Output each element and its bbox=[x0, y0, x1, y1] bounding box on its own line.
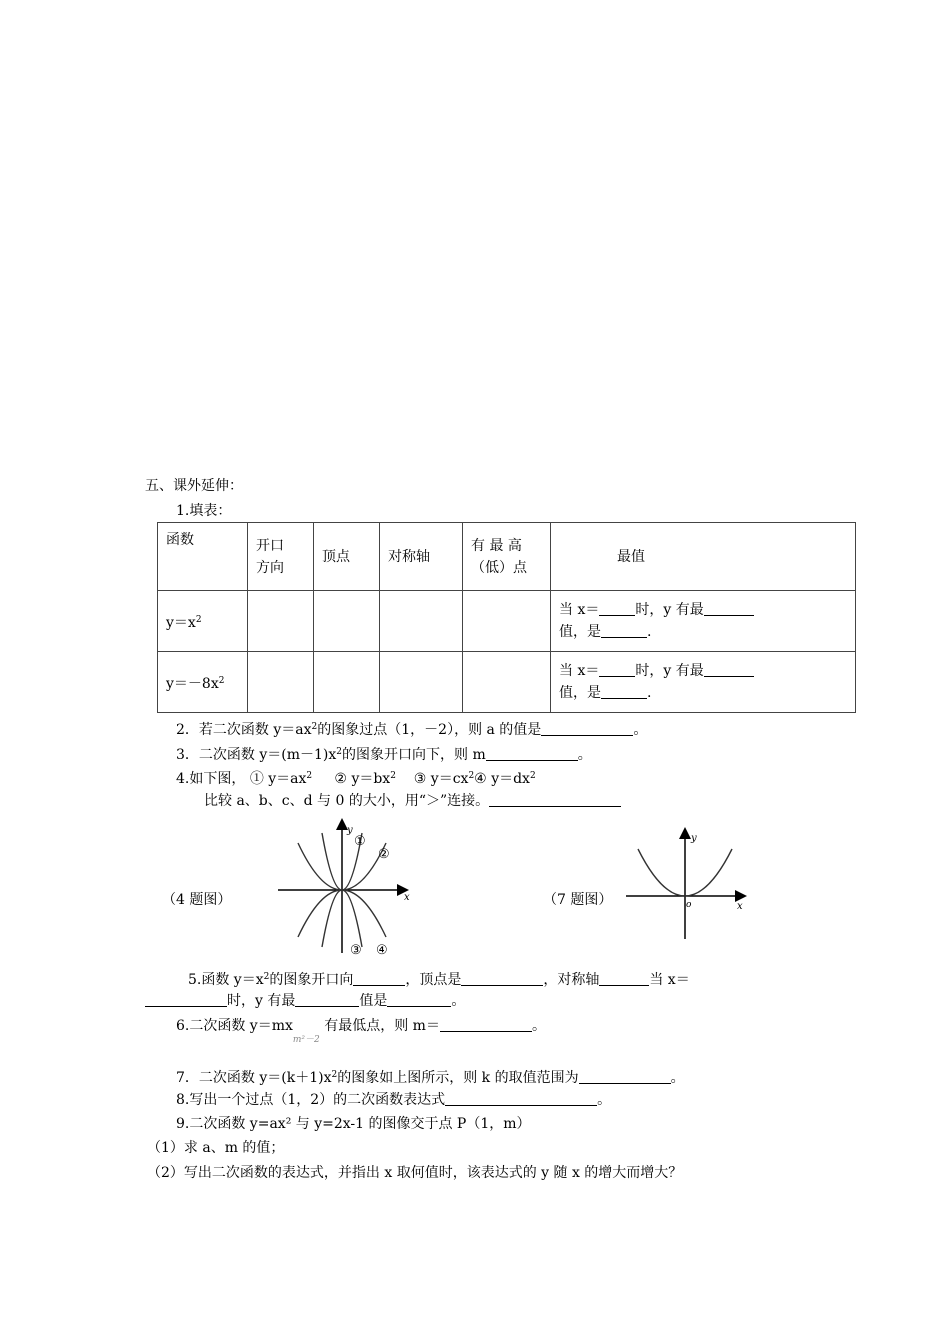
blank[interactable] bbox=[599, 662, 635, 677]
cell-axis[interactable] bbox=[380, 652, 463, 713]
blank[interactable] bbox=[601, 684, 647, 699]
answer-blank[interactable] bbox=[145, 992, 227, 1007]
origin-label: o bbox=[686, 900, 692, 910]
x-axis-label: x bbox=[737, 901, 743, 912]
answer-blank[interactable] bbox=[295, 992, 359, 1007]
answer-blank[interactable] bbox=[486, 746, 578, 761]
question-7: 7．二次函数 $y=(k+1)x^2$的图象如上图所示，则 k 的取值范围为 。 bbox=[176, 1070, 685, 1086]
cell-high-low-point[interactable] bbox=[463, 591, 551, 652]
cell-opening[interactable] bbox=[248, 652, 314, 713]
question-9-part-1: （1）求 a、m 的值； bbox=[147, 1140, 285, 1156]
table-row bbox=[158, 652, 856, 713]
blank[interactable] bbox=[599, 601, 635, 616]
row-function: $y=-8x^2$ bbox=[158, 652, 248, 713]
blank[interactable] bbox=[704, 662, 754, 677]
question-3: 3．二次函数 $y=(m-1)x^2$的图象开口向下，则 m 。 bbox=[176, 747, 592, 763]
y-axis-label: y bbox=[347, 825, 353, 836]
figure-4-caption: （4 题图） bbox=[162, 892, 232, 908]
header-vertex: 顶点 bbox=[314, 523, 380, 591]
blank[interactable] bbox=[601, 623, 647, 638]
question-4-line2: 比较 a、b、c、d 与 0 的大小，用“＞”连接。 bbox=[204, 792, 621, 810]
cell-opening[interactable] bbox=[248, 591, 314, 652]
answer-blank[interactable] bbox=[445, 1091, 597, 1106]
figure-7-caption: （7 题图） bbox=[543, 892, 613, 908]
figure-7-graph bbox=[620, 825, 755, 943]
x-axis-label: x bbox=[404, 892, 410, 903]
cell-axis[interactable] bbox=[380, 591, 463, 652]
header-high-low-point: 有 最 高 （低）点 bbox=[463, 523, 551, 591]
exponent: m²－2 bbox=[292, 1035, 320, 1045]
table-header-row bbox=[158, 523, 856, 591]
question-4: 4.如下图， ① $y=ax^2$ ② $y=bx^2$ ③ $y=cx^2④$ $y=dx^2$ bbox=[176, 771, 536, 787]
question-5-line2: 时，y 有最 值是 。 bbox=[145, 992, 465, 1010]
question-9: 9.二次函数 y=ax² 与 y=2x-1 的图像交于点 P（1，m） bbox=[176, 1116, 531, 1132]
question-6: 6.二次函数 y＝mxm²－2 有最低点，则 m＝ 。 bbox=[176, 1017, 546, 1049]
mark-3: ③ bbox=[350, 943, 362, 955]
fill-table bbox=[157, 522, 856, 713]
y-axis-label: y bbox=[691, 833, 697, 844]
question-1-label: 1.填表： bbox=[176, 503, 232, 519]
table-row bbox=[158, 591, 856, 652]
question-9-part-2: （2）写出二次函数的表达式，并指出 x 取何值时，该表达式的 y 随 x 的增大而增大？ bbox=[147, 1165, 683, 1181]
question-8: 8.写出一个过点（1，2）的二次函数表达式 。 bbox=[176, 1092, 612, 1108]
header-opening: 开口 方向 bbox=[248, 523, 314, 591]
header-extreme: 最值 bbox=[551, 523, 856, 591]
cell-vertex[interactable] bbox=[314, 591, 380, 652]
answer-blank[interactable] bbox=[353, 971, 405, 986]
answer-blank[interactable] bbox=[387, 992, 451, 1007]
answer-blank[interactable] bbox=[440, 1017, 532, 1032]
cell-extreme: 当 x＝ 时，y 有最 值，是 . bbox=[551, 652, 856, 713]
cell-vertex[interactable] bbox=[314, 652, 380, 713]
header-axis: 对称轴 bbox=[380, 523, 463, 591]
mark-2: ② bbox=[378, 847, 390, 862]
cell-extreme: 当 x＝ 时，y 有最 值，是 . bbox=[551, 591, 856, 652]
answer-blank[interactable] bbox=[541, 721, 633, 736]
mark-4: ④ bbox=[376, 943, 388, 955]
mark-1: ① bbox=[354, 834, 366, 849]
figure-4-graph bbox=[270, 815, 420, 955]
question-5: 5.函数 $y=x^2$的图象开口向 ，顶点是 ，对称轴 当 x＝ bbox=[188, 972, 690, 988]
answer-blank[interactable] bbox=[489, 792, 621, 807]
cell-high-low-point[interactable] bbox=[463, 652, 551, 713]
header-function: 函数 bbox=[158, 523, 248, 591]
section-title: 五、课外延伸： bbox=[145, 478, 243, 494]
answer-blank[interactable] bbox=[461, 971, 543, 986]
question-2: 2．若二次函数 $y=ax^2$的图象过点（1，－2），则 a 的值是 。 bbox=[176, 722, 648, 738]
blank[interactable] bbox=[704, 601, 754, 616]
row-function: $y=x^2$ bbox=[158, 591, 248, 652]
answer-blank[interactable] bbox=[579, 1069, 671, 1084]
answer-blank[interactable] bbox=[599, 971, 649, 986]
